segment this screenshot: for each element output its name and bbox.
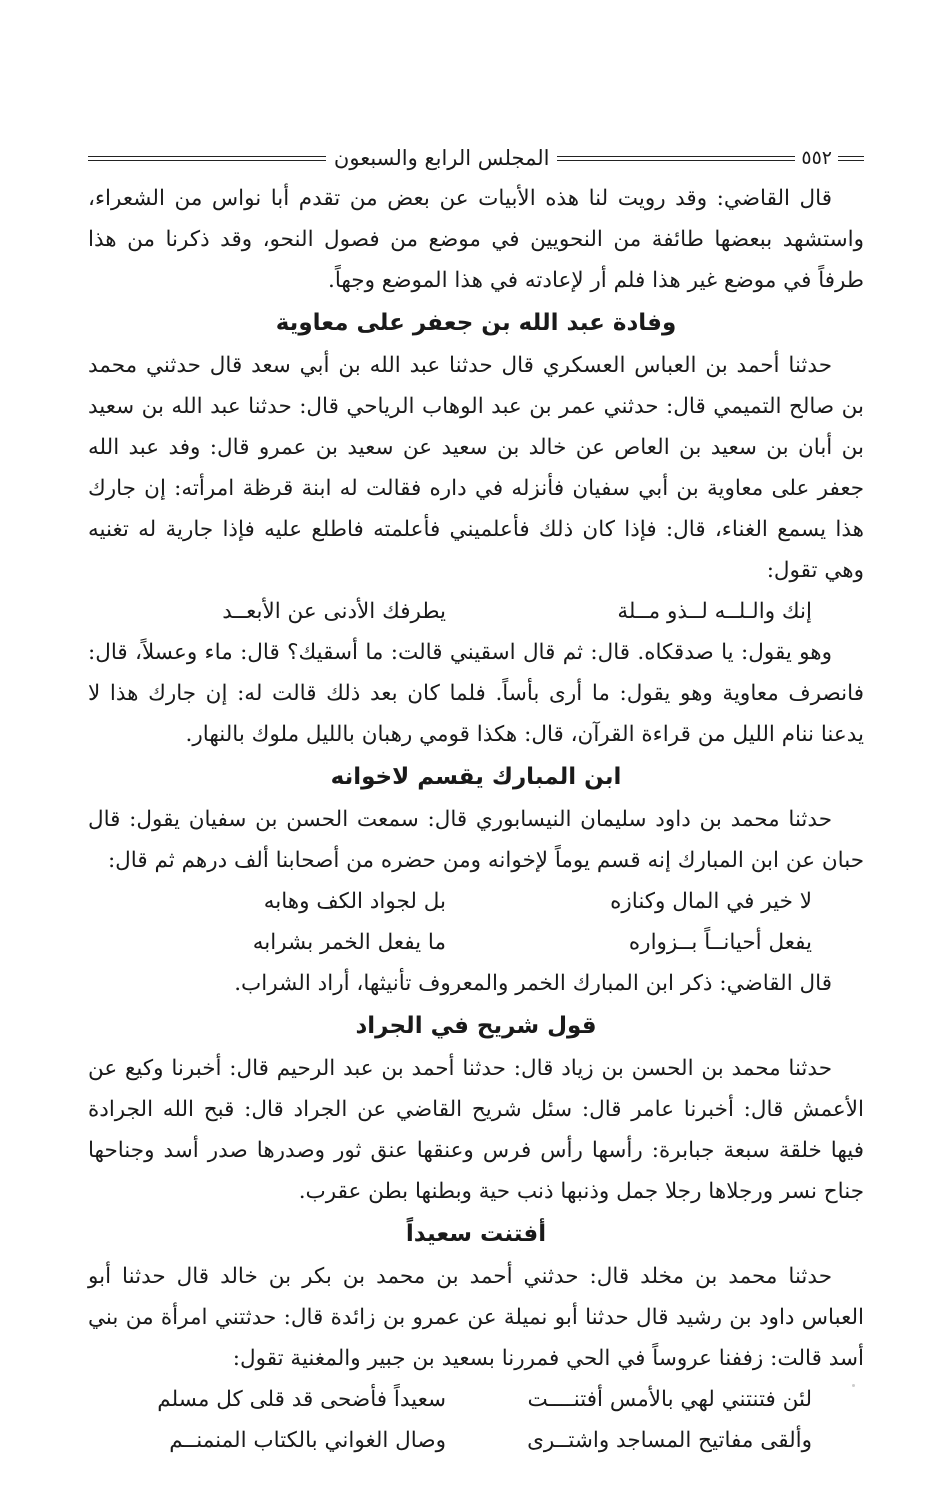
verse-line <box>88 1420 864 1461</box>
scan-speck <box>852 1384 855 1387</box>
verse-second-hemistich: سعيداً فأضحى قد قلى كل مسلم <box>157 1387 446 1412</box>
verse-first-hemistich: إنك والـلــه لــذو مــلة <box>617 599 812 624</box>
book-page <box>88 138 864 1461</box>
section-aftanat <box>88 1212 864 1461</box>
paragraph: حدثنا محمد بن الحسن بن زياد قال: حدثنا أحمد بن عبد الرحيم قال: أخبرنا وكيع عن الأعمش قال: أخبرنا عامر قال: سئل شريح القاضي عن الجراد قال: قبح الله الجرادة فيها خلقة سبعة جبابرة: رأسها رأس فرس وعنقها عنق ثور وصدرها صدر أسد وجناحها جناح نسر ورجلاها رجلا جمل وذنبها ذنب حية وبطنها بطن عقرب. <box>88 1056 864 1204</box>
section-heading: أفتنت سعيداً <box>405 1221 547 1247</box>
paragraph: قال القاضي: ذكر ابن المبارك الخمر والمعروف تأنيثها، أراد الشراب. <box>234 971 832 996</box>
verse-first-hemistich: لا خير في المال وكنازه <box>610 889 812 914</box>
verse-first-hemistich: يفعل أحيانــاً بــزواره <box>628 930 812 955</box>
verse-line <box>88 922 864 963</box>
verse-second-hemistich: بل لجواد الكف وهابه <box>263 889 446 914</box>
section-heading: قول شريح في الجراد <box>355 1013 597 1039</box>
header-rule-right <box>838 156 864 161</box>
paragraph: حدثنا أحمد بن العباس العسكري قال حدثنا عبد الله بن أبي سعد قال حدثني محمد بن صالح التميمي قال: حدثني عمر بن عبد الوهاب الرياحي قال: حدثنا عبد الله بن سعيد بن أبان بن سعيد بن العاص عن خالد بن سعيد عن سعيد بن عمرو قال: وفد عبد الله جعفر على معاوية بن أبي سفيان فأنزله في داره فقالت له ابنة قرظة امرأته: إن جارك هذا يسمع الغناء، قال: فإذا كان ذلك فأعلميني فأعلمته فاطلع عليه فإذا جارية له تغنيه وهي تقول: <box>88 353 865 583</box>
verse-line <box>88 591 864 632</box>
section-heading: ابن المبارك يقسم لاخوانه <box>330 764 622 790</box>
verse-line <box>88 1379 864 1420</box>
section-wafadat <box>88 301 864 755</box>
verse-second-hemistich: ما يفعل الخمر بشرابه <box>252 930 446 955</box>
running-header <box>88 138 864 178</box>
running-title: المجلس الرابع والسبعون <box>333 146 550 170</box>
section-heading: وفادة عبد الله بن جعفر على معاوية <box>275 310 677 336</box>
header-rule-left <box>88 156 326 161</box>
verse-first-hemistich: وألقى مفاتيح المساجد واشتــرى <box>527 1428 812 1453</box>
verse-line <box>88 881 864 922</box>
paragraph: قال القاضي: وقد رويت لنا هذه الأبيات عن بعض من تقدم أبا نواس من الشعراء، واستشهد ببعضها طائفة من النحويين في موضع من فصول النحو، وقد ذكرنا من هذا طرفاً في موضع غير هذا فلم أر لإعادته في هذا الموضع وجهاً. <box>88 186 864 293</box>
page-number: ٥٥٢ <box>801 147 832 169</box>
paragraph: وهو يقول: يا صدقكاه. قال: ثم قال اسقيني قالت: ما أسقيك؟ قال: ماء وعسلاً، قال: فانصرف معاوية وهو يقول: ما أرى بأساً. فلما كان بعد ذلك قالت له: إن جارك هذا لا يدعنا ننام الليل من قراءة القرآن، قال: هكذا قومي رهبان بالليل ملوك بالنهار. <box>88 640 864 747</box>
verse-first-hemistich: لئن فتنتني لهي بالأمس أفتنــــت <box>527 1387 812 1412</box>
paragraph: حدثنا محمد بن داود سليمان النيسابوري قال: سمعت الحسن بن سفيان يقول: قال حبان عن ابن المبارك إنه قسم يوماً لإخوانه ومن حضره من أصحابنا ألف درهم ثم قال: <box>88 807 864 873</box>
section-intro <box>88 178 864 301</box>
verse-second-hemistich: وصال الغواني بالكتاب المنمنــم <box>169 1428 446 1453</box>
section-ibn-almubarak <box>88 755 864 1004</box>
verse-second-hemistich: يطرفك الأدنى عن الأبعــد <box>222 599 446 624</box>
header-rule-middle <box>557 156 795 161</box>
section-shurayh <box>88 1004 864 1212</box>
paragraph: حدثنا محمد بن مخلد قال: حدثني أحمد بن محمد بن بكر بن خالد قال حدثنا أبو العباس داود بن رشيد قال حدثنا أبو نميلة عن عمرو بن زائدة قال: حدثتني امرأة من بني أسد قالت: زففنا عروساً في الحي فمررنا بسعيد بن جبير والمغنية تقول: <box>88 1264 864 1371</box>
